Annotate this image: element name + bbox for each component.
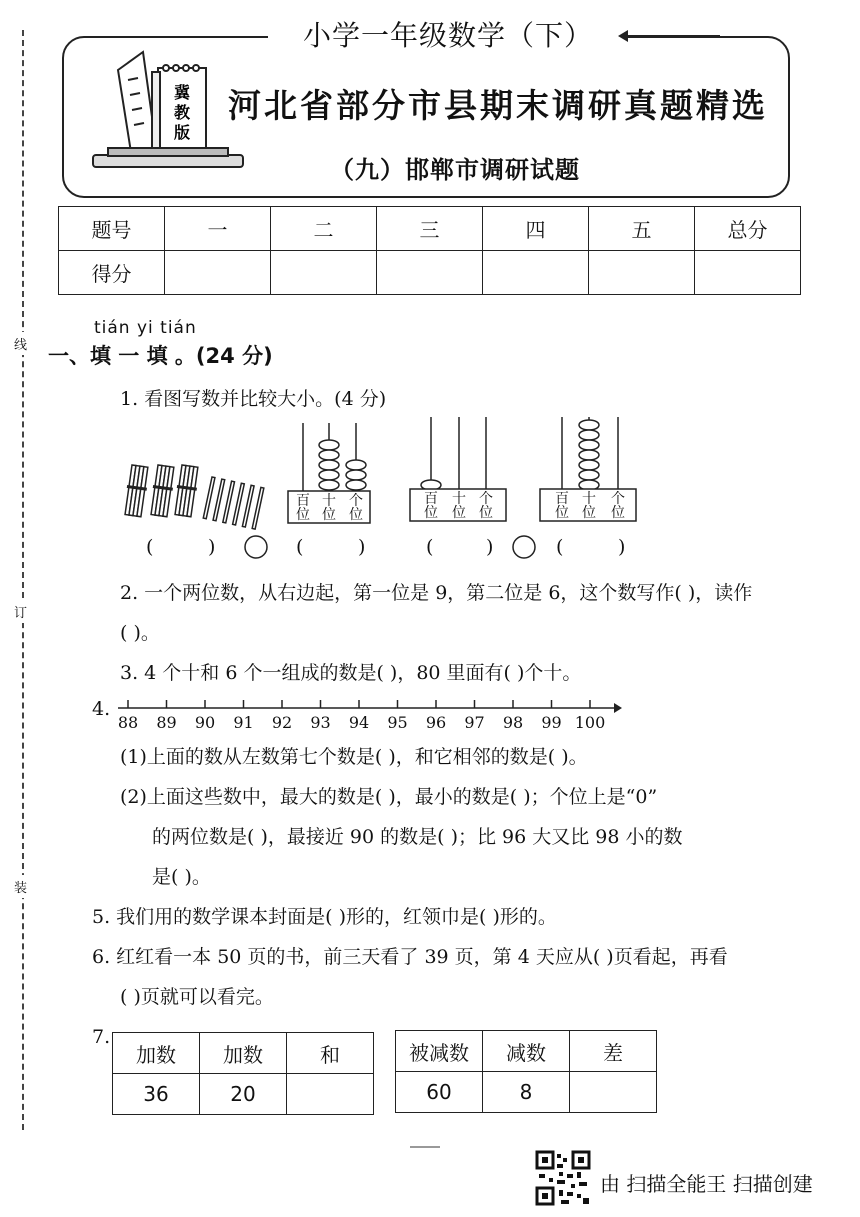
- score-cell: 一: [165, 207, 271, 251]
- score-table: [58, 206, 801, 295]
- abacus-3-label-wei: 位: [555, 505, 569, 521]
- subtraction-header: 被减数: [396, 1031, 483, 1072]
- arrow-left-icon: [620, 35, 720, 37]
- question-1-figures: [120, 415, 640, 565]
- number-line-tick-label: 94: [348, 713, 370, 732]
- subtraction-cell: 60: [396, 1072, 483, 1113]
- q1-answer-paren-close[interactable]: ): [618, 536, 626, 558]
- number-line-tick-label: 99: [541, 713, 562, 732]
- binding-dashed-line: [22, 30, 24, 1130]
- page-number-mark: [410, 1140, 440, 1148]
- question-3: 3. 4 个十和 6 个一组成的数是( )，80 里面有( )个十。: [120, 662, 582, 684]
- score-table-row-header: [59, 207, 801, 251]
- score-input-cell[interactable]: [377, 251, 483, 295]
- subtraction-answer-cell[interactable]: [570, 1072, 657, 1113]
- abacus-3-label-hundreds: 百: [555, 491, 569, 507]
- addition-header: 加数: [200, 1033, 287, 1074]
- question-4-label: 4.: [92, 698, 111, 720]
- question-2-line-2: ( )。: [120, 622, 160, 644]
- section-title: 一、填 一 填 。(24 分): [48, 344, 273, 368]
- q1-answer-paren-close[interactable]: ): [208, 536, 216, 558]
- q1-answer-paren-open[interactable]: (: [146, 536, 154, 558]
- abacus-3-label-wei: 位: [582, 505, 596, 521]
- compare-circle-1[interactable]: [245, 536, 267, 558]
- abacus-2-label-wei: 位: [424, 505, 438, 521]
- q1-answer-paren-close[interactable]: ): [486, 536, 494, 558]
- compare-circle-2[interactable]: [513, 536, 535, 558]
- addition-header: 和: [287, 1033, 374, 1074]
- subtraction-cell: 8: [483, 1072, 570, 1113]
- abacus-1-label-wei: 位: [296, 507, 310, 523]
- abacus-2-label-tens: 十: [452, 491, 466, 507]
- abacus-1-label-wei: 位: [349, 507, 363, 523]
- number-line-tick-label: 91: [233, 713, 254, 732]
- subtraction-header: 差: [570, 1031, 657, 1072]
- score-cell: 题号: [59, 207, 165, 251]
- q1-answer-paren-open[interactable]: (: [296, 536, 304, 558]
- score-cell: 五: [589, 207, 695, 251]
- abacus-1-label-wei: 位: [322, 507, 336, 523]
- question-4-part-1: (1)上面的数从左数第七个数是( )，和它相邻的数是( )。: [120, 746, 588, 768]
- abacus-3-label-wei: 位: [611, 505, 625, 521]
- q1-answer-paren-open[interactable]: (: [426, 536, 434, 558]
- q1-answer-paren-open[interactable]: (: [556, 536, 564, 558]
- scan-watermark-text: 由 扫描全能王 扫描创建: [600, 1172, 813, 1196]
- addition-answer-cell[interactable]: [287, 1074, 374, 1115]
- logo-text-3: 版: [173, 123, 191, 142]
- abacus-1-label-tens: 十: [322, 493, 336, 509]
- question-6-line-1: 6. 红红看一本 50 页的书，前三天看了 39 页，第 4 天应从( )页看起，再看: [92, 946, 728, 968]
- number-line-tick-label: 98: [502, 713, 524, 732]
- question-6-line-2: ( )页就可以看完。: [120, 986, 274, 1008]
- score-input-cell[interactable]: [695, 251, 801, 295]
- question-7-label: 7.: [92, 1026, 111, 1048]
- score-input-cell[interactable]: [271, 251, 377, 295]
- number-line-tick-label: 97: [464, 713, 485, 732]
- score-cell: 四: [483, 207, 589, 251]
- number-line-tick-label: 100: [574, 713, 606, 732]
- score-cell: 总分: [695, 207, 801, 251]
- number-line-tick-label: 95: [387, 713, 408, 732]
- question-4-part-2-line-2: 的两位数是( )，最接近 90 的数是( )；比 96 大又比 98 小的数: [152, 826, 683, 848]
- abacus-1-label-hundreds: 百: [296, 493, 310, 509]
- sub-title: （九）邯郸市调研试题: [330, 156, 580, 184]
- score-input-cell[interactable]: [165, 251, 271, 295]
- q1-answer-paren-close[interactable]: ): [358, 536, 366, 558]
- subtraction-header: 减数: [483, 1031, 570, 1072]
- abacus-3-label-ones: 个: [611, 491, 625, 507]
- margin-char-ding: 订: [14, 600, 27, 623]
- question-2-line-1: 2. 一个两位数，从右边起，第一位是 9，第二位是 6，这个数写作( )，读作: [120, 582, 753, 604]
- logo-text-1: 冀: [173, 83, 191, 102]
- number-line-tick-label: 92: [271, 713, 293, 732]
- score-input-cell[interactable]: [589, 251, 695, 295]
- addition-cell: 36: [113, 1074, 200, 1115]
- qr-code-icon[interactable]: [535, 1150, 591, 1206]
- section-pinyin: tián yi tián: [94, 318, 197, 338]
- abacus-2-label-wei: 位: [479, 505, 493, 521]
- addition-table: [112, 1032, 374, 1115]
- number-line-tick-label: 93: [310, 713, 331, 732]
- number-line-tick-label: 96: [425, 713, 447, 732]
- abacus-3-label-tens: 十: [582, 491, 596, 507]
- logo-text-2: 教: [173, 103, 191, 122]
- question-5: 5. 我们用的数学课本封面是( )形的，红领巾是( )形的。: [92, 906, 557, 928]
- score-cell: 二: [271, 207, 377, 251]
- score-cell: 三: [377, 207, 483, 251]
- book-ruler-logo: [88, 50, 248, 180]
- abacus-2-label-hundreds: 百: [424, 491, 438, 507]
- addition-header: 加数: [113, 1033, 200, 1074]
- abacus-2-label-ones: 个: [479, 491, 493, 507]
- question-1: 1. 看图写数并比较大小。(4 分): [120, 388, 387, 410]
- stick-bundles: [123, 465, 264, 529]
- top-title: 小学一年级数学（下）: [268, 20, 628, 52]
- subtraction-table: [395, 1030, 657, 1113]
- main-title: 河北省部分市县期末调研真题精选: [228, 86, 768, 125]
- number-line-tick-label: 88: [117, 713, 139, 732]
- number-line-tick-label: 89: [156, 713, 177, 732]
- addition-cell: 20: [200, 1074, 287, 1115]
- margin-char-zhuang: 装: [14, 875, 27, 898]
- abacus-2-label-wei: 位: [452, 505, 466, 521]
- number-line-tick-label: 90: [194, 713, 216, 732]
- number-line: [114, 692, 624, 736]
- question-4-part-2-line-3: 是( )。: [152, 866, 211, 888]
- score-cell: 得分: [59, 251, 165, 295]
- question-4-part-2-line-1: (2)上面这些数中，最大的数是( )，最小的数是( )；个位上是“0”: [120, 786, 658, 808]
- abacus-1-label-ones: 个: [349, 493, 363, 509]
- margin-char-xian: 线: [14, 332, 27, 355]
- score-input-cell[interactable]: [483, 251, 589, 295]
- score-table-row-score: [59, 251, 801, 295]
